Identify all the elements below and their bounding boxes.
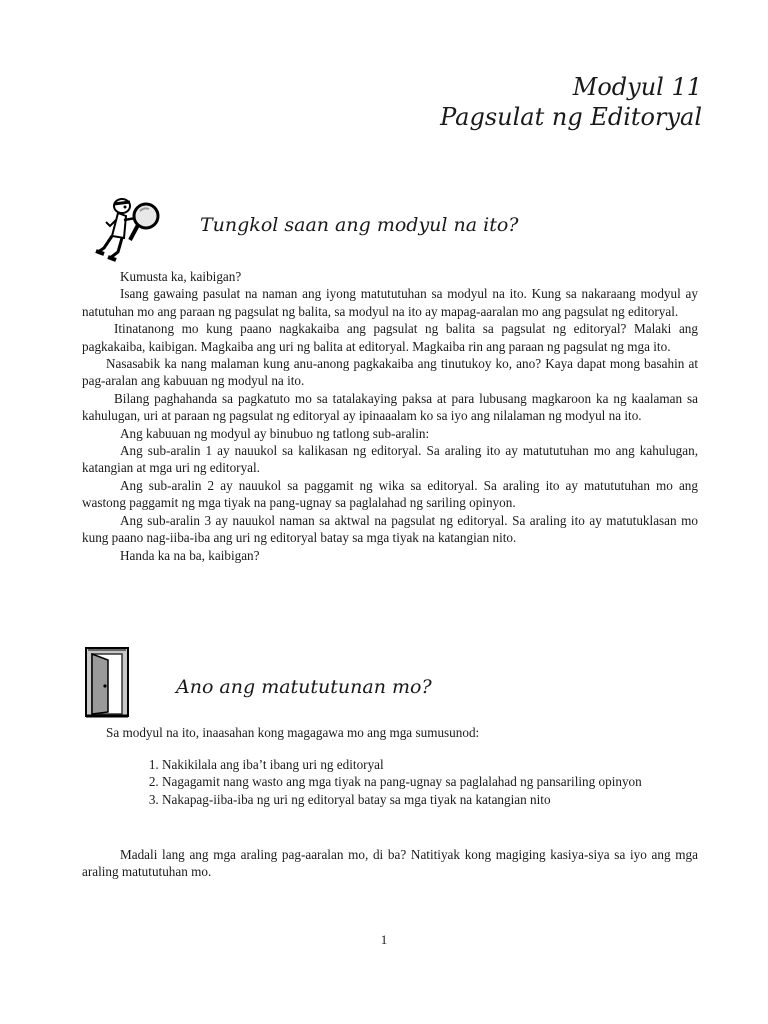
objectives-list [118, 756, 742, 808]
closing-paragraph [82, 846, 698, 881]
open-door-icon [84, 646, 130, 718]
subaralin-1-paragraph: Ang sub-aralin 1 ay nauukol sa kalikasan ng editoryal. Sa araling ito ay matututuhan mo ang kahulugan, katangian at mga uri ng editoryal. [82, 443, 698, 476]
subaralin-3-paragraph: Ang sub-aralin 3 ay nauukol naman sa aktwal na pagsulat ng editoryal. Sa araling ito ay matutuklasan mo kung paano nag-iiba-iba ang uri ng editoryal batay sa mga tiyak na katangian nito. [82, 512, 698, 546]
objective-item: 2. Nagagamit nang wasto ang mga tiyak na pang-ugnay sa paglalahad ng pansariling opinyon [162, 773, 742, 790]
objectives-intro-text: Sa modyul na ito, inaasahan kong magagawa mo ang mga sumusunod: [106, 725, 480, 740]
preparation-paragraph: Bilang paghahanda sa pagkatuto mo sa tatalakaying paksa at para lubusang magkaroon ka ng kaalaman sa kahulugan, uri at paraan ng pagsulat ng editoryal ay ipinaaalam ko sa iyo ang nilalaman ng modyul na ito. [82, 390, 698, 424]
objective-item: 3. Nakapag-iiba-iba ng uri ng editoryal batay sa mga tiyak na katangian nito [162, 791, 742, 808]
section-heading-about: Tungkol saan ang modyul na ito? [200, 214, 519, 236]
curiosity-paragraph: Nasasabik ka nang malaman kung anu-anong pagkakaiba ang tinutukoy ko, ano? Kaya dapat mong basahin at pag-aralan ang kabuuan ng modyul na ito. [82, 356, 698, 389]
detective-magnifier-icon [84, 196, 164, 266]
module-number: Modyul 11 [572, 73, 702, 101]
objective-item: 1. Nakikilala ang iba’t ibang uri ng editoryal [162, 756, 742, 773]
closing-text: Madali lang ang mga araling pag-aaralan mo, di ba? Natitiyak kong magiging kasiya-siya sa iyo ang mga araling matututuhan mo. [82, 847, 698, 880]
module-subject: Pagsulat ng Editoryal [440, 103, 702, 131]
intro-paragraph: Isang gawaing pasulat na naman ang iyong matututuhan sa modyul na ito. Kung sa nakaraang modyul ay natutuhan mo ang paraan ng pagsulat ng balita, sa modyul na ito ay mapag-aaralan mo ang pagsulat ng editoryal. [82, 286, 698, 319]
question-paragraph: Itinatanong mo kung paano nagkakaiba ang pagsulat ng balita sa pagsulat ng editoryal? Malaki ang pagkakaiba, kaibigan. Magkaiba ang uri ng balita at editoryal. Magkaiba rin ang paraan ng pagsulat ng mga ito. [82, 321, 698, 354]
page-number: 1 [380, 932, 388, 947]
ready-paragraph: Handa ka na ba, kaibigan? [120, 547, 260, 563]
objectives-intro [82, 724, 698, 741]
section-about-body [82, 268, 698, 564]
section-heading-objectives: Ano ang matututunan mo? [176, 676, 432, 698]
structure-paragraph: Ang kabuuan ng modyul ay binubuo ng tatlong sub-aralin: [120, 425, 430, 441]
module-title [440, 72, 702, 132]
greeting-paragraph: Kumusta ka, kaibigan? [120, 269, 242, 284]
subaralin-2-paragraph: Ang sub-aralin 2 ay nauukol sa paggamit ng wika sa editoryal. Sa araling ito ay matututuhan mo ang wastong paggamit ng mga tiyak na pang-ugnay sa paglalahad ng sariling opinyon. [82, 477, 698, 511]
